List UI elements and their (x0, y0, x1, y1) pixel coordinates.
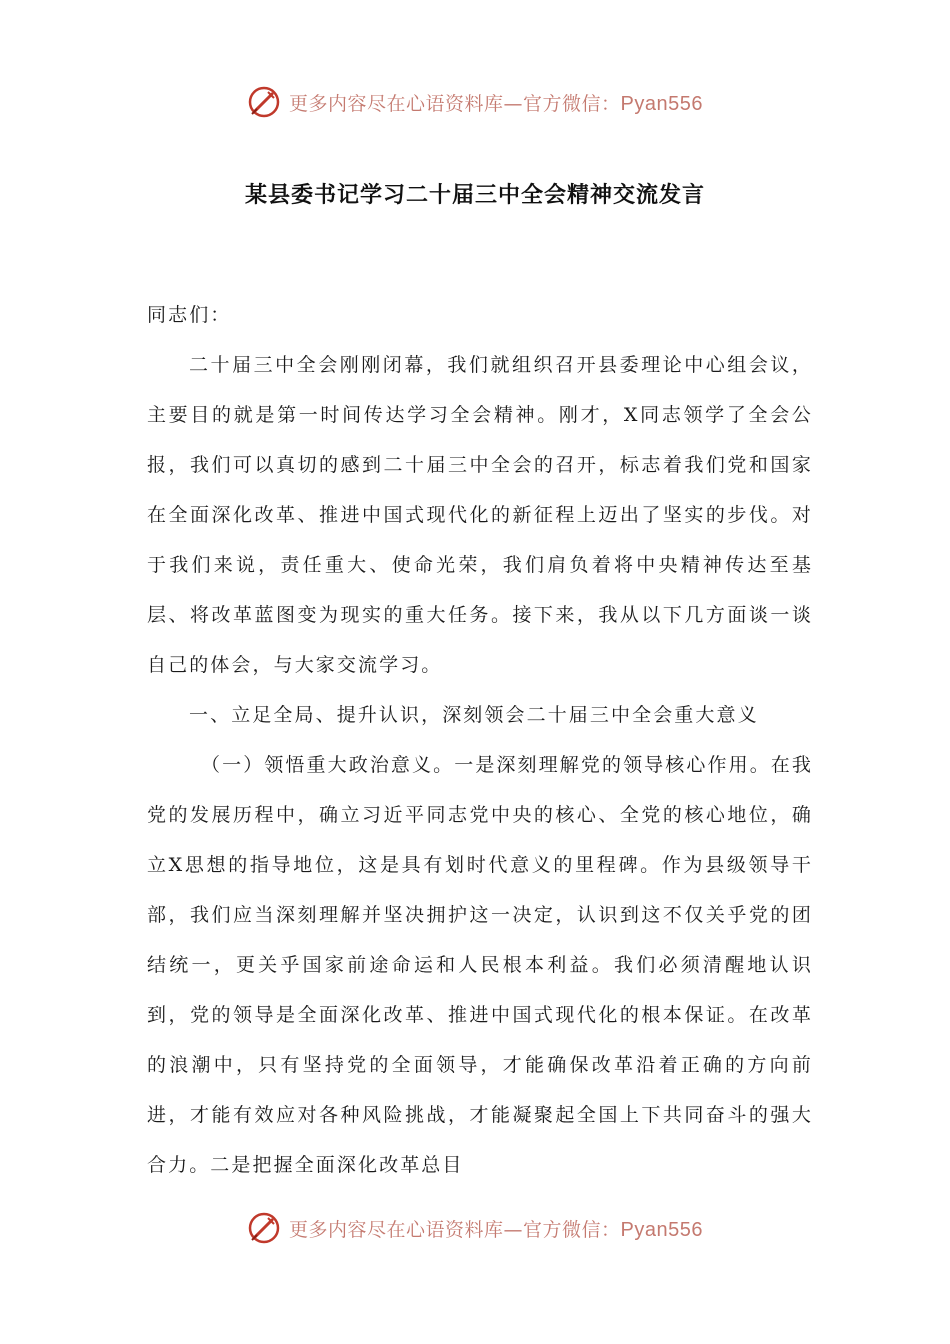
pen-logo-icon (247, 85, 281, 119)
pen-logo-icon (247, 1211, 281, 1245)
document-title: 某县委书记学习二十届三中全会精神交流发言 (244, 183, 705, 208)
section-heading: 一、立足全局、提升认识，深刻领会二十届三中全会重大意义 (189, 704, 759, 726)
watermark-banner-bottom (0, 1208, 950, 1248)
document-body (147, 290, 813, 1190)
watermark-banner-top (0, 82, 950, 122)
paragraph: （一）领悟重大政治意义。一是深刻理解党的领导核心作用。在我党的发展历程中，确立习近平同志党中央的核心、全党的核心地位，确立X思想的指导地位，这是具有划时代意义的里程碑。作为县级领导干部，我们应当深刻理解并坚决拥护这一决定，认识到这不仅关乎党的团结统一，更关乎国家前途命运和人民根本利益。我们必须清醒地认识到，党的领导是全面深化改革、推进中国式现代化的根本保证。在改革的浪潮中，只有坚持党的全面领导，才能确保改革沿着正确的方向前进，才能有效应对各种风险挑战，才能凝聚起全国上下共同奋斗的强大合力。二是把握全面深化改革总目 (147, 754, 813, 1176)
watermark-text: 更多内容尽在心语资料库—官方微信：Pyan556 (289, 92, 703, 115)
salutation: 同志们： (147, 304, 232, 326)
paragraph: 二十届三中全会刚刚闭幕，我们就组织召开县委理论中心组会议，主要目的就是第一时间传达学习全会精神。刚才，X同志领学了全会公报，我们可以真切的感到二十届三中全会的召开，标志着我们党和国家在全面深化改革、推进中国式现代化的新征程上迈出了坚实的步伐。对于我们来说，责任重大、使命光荣，我们肩负着将中央精神传达至基层、将改革蓝图变为现实的重大任务。接下来，我从以下几方面谈一谈自己的体会，与大家交流学习。 (147, 354, 813, 676)
watermark-text: 更多内容尽在心语资料库—官方微信：Pyan556 (289, 1218, 703, 1241)
